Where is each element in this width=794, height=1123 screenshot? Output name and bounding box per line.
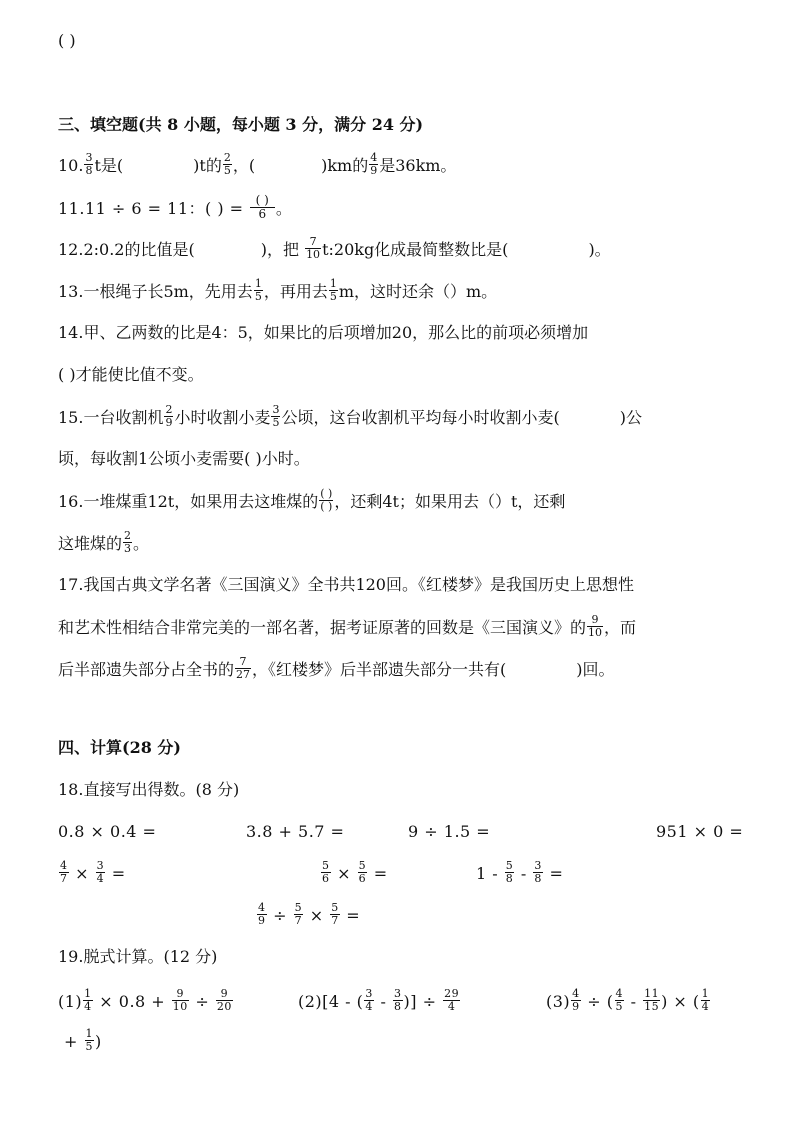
numerator: 9 [587,614,603,627]
fraction [369,152,378,177]
numerator: 4 [60,859,68,872]
fraction [321,860,331,885]
text-segment: = [346,906,361,925]
numerator: 1 [85,1027,93,1040]
numerator: 4 [572,987,580,1000]
numerator: 3 [85,151,93,164]
numerator: 11 [644,987,660,1000]
expression-2 [298,987,461,1015]
answer-blank: ( ) [58,31,76,50]
fraction [294,902,304,927]
text-segment: 。 [133,534,150,553]
text-segment: ，还剩4t；如果用去（）t，还剩 [334,492,566,511]
fraction [96,860,106,885]
text-segment: = [373,864,388,883]
denominator: 20 [216,1000,232,1013]
text-segment: 11.11 ÷ 6 = 11：( ) = [58,199,244,218]
numerator: 3 [365,987,373,1000]
text-segment: × [337,864,351,883]
fraction [329,278,338,303]
fraction [393,988,403,1013]
calc-item: 9 ÷ 1.5 = [408,822,491,841]
calc-item [256,901,361,929]
text-segment: 1 - [476,864,499,883]
fraction [571,988,581,1013]
text-segment: × 0.8 + [99,992,166,1011]
denominator: 8 [394,1000,402,1013]
expression-1 [58,987,234,1015]
numerator: 5 [331,901,339,914]
fraction [84,152,93,177]
text-segment: )] ÷ [403,992,437,1011]
numerator: 7 [305,236,321,249]
text-segment: ，( [232,156,256,175]
numerator: 4 [615,987,623,1000]
fraction [164,404,173,429]
fraction [533,860,543,885]
fraction [615,988,625,1013]
denominator: 5 [615,1000,623,1013]
text-segment: ) [95,1032,102,1051]
fraction [505,860,515,885]
numerator: 2 [124,529,132,542]
text-segment: 公顷，这台收割机平均每小时收割小麦( [281,408,560,427]
denominator: ( ) [320,500,333,513]
text-segment: = [549,864,564,883]
question-18-title: 18.直接写出得数。(8 分) [58,780,240,799]
fraction [83,988,93,1013]
calc-item [58,859,126,887]
fraction [59,860,69,885]
fraction [85,1028,95,1053]
numerator: 5 [322,859,330,872]
text-segment: m，这时还余（）m。 [338,282,498,301]
numerator: 7 [235,656,251,669]
denominator: 4 [365,1000,373,1013]
text-segment: 10. [58,156,84,175]
text-segment: t是( [94,156,124,175]
text-segment: t:20kg化成最简整数比是( [322,240,509,259]
numerator: 9 [216,988,233,1001]
denominator: 7 [60,872,68,885]
numerator: 29 [444,987,460,1000]
text-segment: 16.一堆煤重12t，如果用去这堆煤的 [58,492,319,511]
question-12 [58,235,611,263]
numerator: ( ) [250,194,275,208]
text-segment: 13.一根绳子长5m，先用去 [58,282,253,301]
denominator: 6 [258,207,267,221]
denominator: 5 [223,164,231,177]
question-17-line-1: 17.我国古典文学名著《三国演义》全书共120回。《红楼梦》是我国历史上思想性 [58,575,634,594]
numerator: 9 [172,988,189,1001]
text-segment: ÷ ( [587,992,614,1011]
text-segment: )t的 [193,156,222,175]
fraction [172,988,189,1013]
section-3-heading: 三、填空题(共 8 小题，每小题 3 分，满分 24 分) [58,115,424,134]
denominator: 4 [84,1000,92,1013]
text-segment: )。 [588,240,611,259]
text-segment: 这堆煤的 [58,534,123,553]
question-15 [58,403,642,431]
fraction [643,988,660,1013]
text-segment: (2)[4 - ( [298,992,364,1011]
text-segment: 15.一台收割机 [58,408,164,427]
text-segment: × [75,864,89,883]
denominator: 3 [124,542,132,555]
numerator: 1 [329,277,337,290]
numerator: 5 [358,859,367,872]
text-segment: 后半部遗失部分占全书的 [58,660,235,679]
numerator: 3 [394,987,402,1000]
text-segment: )公 [619,408,642,427]
numerator: 1 [84,987,92,1000]
numerator: 2 [223,151,231,164]
numerator: 5 [505,859,514,872]
denominator: 9 [165,416,173,429]
denominator: 5 [272,416,280,429]
question-10 [58,151,457,179]
fraction [330,902,340,927]
text-segment: 是36km。 [379,156,457,175]
text-segment: 。 [275,199,292,218]
denominator: 4 [96,872,105,885]
denominator: 5 [254,290,262,303]
denominator: 10 [306,248,321,261]
denominator: 9 [370,164,378,177]
calc-item [476,859,564,887]
text-segment: - [630,992,637,1011]
denominator: 7 [294,914,303,927]
denominator: 8 [534,872,542,885]
text-segment: ÷ [195,992,210,1011]
text-segment: 12.2:0.2的比值是( [58,240,195,259]
fraction [235,656,251,681]
question-11 [58,193,292,223]
text-segment: 小时收割小麦 [174,408,271,427]
fraction [587,614,603,639]
denominator: 27 [236,668,251,681]
calc-item: 0.8 × 0.4 = [58,822,157,841]
numerator: 3 [96,859,105,872]
question-15-line-2: 顷，每收割1公顷小麦需要( )小时。 [58,449,310,468]
fraction-blank [319,488,333,513]
text-segment: ，《红楼梦》后半部遗失部分一共有( [252,660,507,679]
text-segment: )km的 [321,156,369,175]
text-segment: × [309,906,324,925]
question-14-line-1: 14.甲、乙两数的比是4：5，如果比的后项增加20，那么比的前项必须增加 [58,323,589,342]
question-13 [58,277,498,305]
question-16 [58,487,566,515]
text-segment: - [520,864,527,883]
question-19-title: 19.脱式计算。(12 分) [58,947,218,966]
text-segment: )，把 [260,240,299,259]
question-14-line-2: ( )才能使比值不变。 [58,365,204,384]
text-segment: (3) [546,992,571,1011]
numerator: 4 [370,151,378,164]
fraction [358,860,368,885]
denominator: 4 [701,1000,710,1013]
text-segment: ，而 [604,618,637,637]
fraction [250,194,275,221]
text-segment: 和艺术性相结合非常完美的一部名著，据考证原著的回数是《三国演义》的 [58,618,587,637]
text-segment: ，再用去 [263,282,328,301]
calc-item [320,859,388,887]
fraction [223,152,232,177]
numerator: 3 [534,859,542,872]
fraction [123,530,132,555]
fraction [216,988,233,1013]
denominator: 15 [644,1000,660,1013]
numerator: 5 [294,901,303,914]
denominator: 6 [322,872,330,885]
fraction [254,278,263,303]
denominator: 8 [505,872,514,885]
text-segment: )回。 [576,660,615,679]
fraction [257,902,267,927]
numerator: ( ) [320,487,333,500]
numerator: 2 [165,403,173,416]
expression-3 [546,987,711,1015]
denominator: 5 [85,1040,93,1053]
text-segment: (1) [58,992,83,1011]
numerator: 3 [272,403,280,416]
numerator: 4 [258,901,266,914]
fraction [305,236,321,261]
section-4-heading: 四、计算(28 分) [58,738,181,757]
denominator: 6 [358,872,367,885]
calc-item: 3.8 + 5.7 = [246,822,345,841]
numerator: 1 [254,277,262,290]
fraction [364,988,374,1013]
denominator: 10 [172,1000,188,1013]
denominator: 5 [329,290,337,303]
text-segment: - [380,992,387,1011]
fraction [443,988,460,1013]
denominator: 9 [572,1000,580,1013]
denominator: 10 [588,626,603,639]
text-segment: ) × ( [661,992,700,1011]
denominator: 8 [85,164,93,177]
text-segment: + [64,1032,78,1051]
fraction [701,988,711,1013]
question-17-line-2 [58,613,637,641]
expression-3-continued [64,1027,102,1055]
calc-item: 951 × 0 = [656,822,744,841]
denominator: 7 [331,914,339,927]
text-segment: = [111,864,126,883]
fraction [271,404,280,429]
text-segment: ÷ [273,906,287,925]
numerator: 1 [701,987,710,1000]
question-17-line-3 [58,655,615,683]
denominator: 4 [447,1000,456,1013]
denominator: 9 [258,914,266,927]
question-16-line-2 [58,529,150,557]
